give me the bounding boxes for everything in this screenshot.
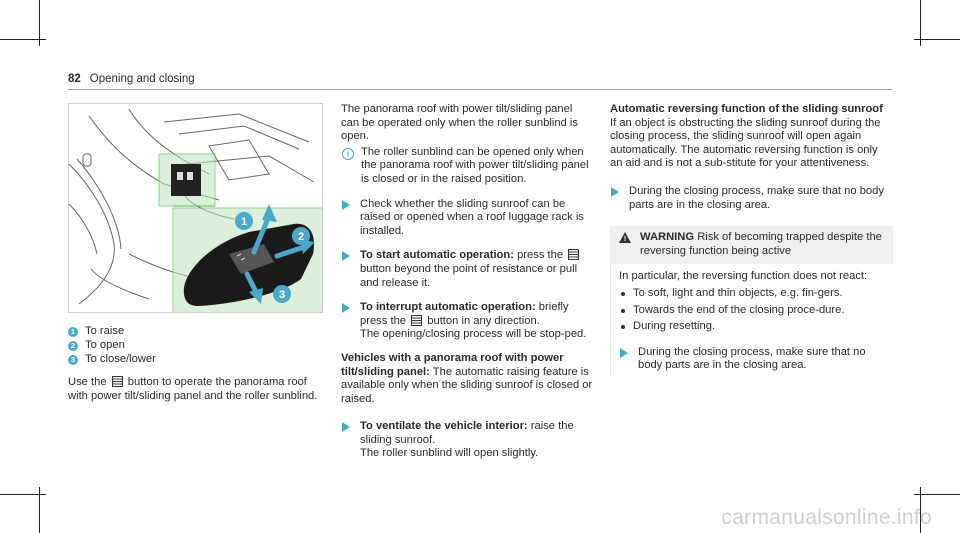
legend-text: To open xyxy=(85,339,125,352)
info-note xyxy=(341,146,593,187)
column-middle xyxy=(341,103,593,461)
step-arrow-icon xyxy=(342,251,350,261)
step-arrow-icon xyxy=(342,422,350,432)
step-interrupt xyxy=(341,301,593,342)
reversing-intro: If an object is obstructing the sliding sunroof during the closing process, the sliding sunroof will open again automatically. The automatic reversing function is only an aid and is not a sub-stitute for your attentiveness. xyxy=(610,116,881,170)
usage-paragraph xyxy=(68,376,323,403)
step-arrow-icon xyxy=(342,200,350,210)
warning-header-text xyxy=(640,231,885,258)
warning-intro: In particular, the reversing function does not react: xyxy=(619,270,868,283)
step-closing-check xyxy=(610,185,893,212)
step-body xyxy=(360,301,593,342)
list-item-text: To soft, light and thin objects, e.g. fin-gers. xyxy=(633,286,843,299)
step-text: button beyond the point of resistance or pull and release it. xyxy=(360,262,578,289)
list-item xyxy=(619,320,885,334)
vehicles-label: Vehicles with a panorama roof with power tilt/sliding panel: xyxy=(341,351,564,378)
step-closing-check-2 xyxy=(619,346,885,373)
step-text: During the closing process, make sure that no body parts are in the closing area. xyxy=(629,184,884,211)
section-title: Opening and closing xyxy=(89,73,195,85)
step-text: button in any direction. xyxy=(427,314,540,327)
watermark: carmanualsonline.info xyxy=(721,506,932,530)
step-arrow-icon xyxy=(342,303,350,313)
list-item-text: Towards the end of the closing proce-dure. xyxy=(633,303,845,316)
warning-header xyxy=(610,226,893,264)
info-note-text: The roller sunblind can be opened only when the panorama roof with power tilt/sliding panel is closed or in the raised position. xyxy=(361,145,589,185)
sunroof-button-icon xyxy=(411,315,422,326)
legend-item xyxy=(68,339,323,353)
step-arrow-icon xyxy=(611,187,619,197)
usage-text-start: Use the xyxy=(68,376,107,388)
callout-legend xyxy=(68,325,323,367)
step-label: To ventilate the vehicle interior: xyxy=(360,420,528,433)
column-left xyxy=(68,103,323,403)
step-result: The roller sunblind will open slightly. xyxy=(360,447,539,460)
step-result: The opening/closing process will be stop-ped. xyxy=(360,328,587,341)
bullet-icon xyxy=(621,292,625,296)
warning-text: Risk of becoming trapped despite the reversing function being active xyxy=(640,231,882,257)
warning-box xyxy=(610,226,893,377)
header-rule xyxy=(68,89,892,90)
legend-text: To raise xyxy=(85,325,125,338)
list-item xyxy=(619,287,885,301)
crop-mark xyxy=(920,0,921,46)
step-label: To start automatic operation: xyxy=(360,249,514,262)
legend-item xyxy=(68,353,323,367)
legend-text: To close/lower xyxy=(85,353,156,366)
crop-mark xyxy=(39,487,40,533)
info-icon: i xyxy=(342,148,354,160)
sunroof-button-icon xyxy=(112,376,123,387)
step-text: press the xyxy=(517,249,564,262)
callout-badge: 3 xyxy=(68,355,78,365)
crop-mark xyxy=(39,0,40,46)
section-heading: Automatic reversing function of the sliding sunroof xyxy=(610,103,883,115)
list-item-text: During resetting. xyxy=(633,320,716,333)
warning-triangle-icon: ! xyxy=(619,232,631,243)
callout-1-marker: 1 xyxy=(240,216,248,228)
warning-body xyxy=(610,264,893,377)
list-item xyxy=(619,304,885,318)
vehicles-paragraph xyxy=(341,352,593,406)
step-text: Check whether the sliding sunroof can be raised or opened when a roof luggage rack is installed. xyxy=(360,197,584,237)
page-number: 82 xyxy=(68,73,81,85)
sunroof-button-icon xyxy=(568,249,579,260)
step-auto-operation xyxy=(341,249,593,290)
sunroof-control-illustration xyxy=(68,103,323,313)
callout-2-marker: 2 xyxy=(297,231,305,243)
usage-text-end: button to operate the panorama roof with power tilt/sliding panel and the roller sunblind. xyxy=(68,376,318,402)
step-check xyxy=(341,198,593,239)
step-body xyxy=(360,420,593,461)
step-text: During the closing process, make sure that no body parts are in the closing area. xyxy=(638,345,866,372)
vehicles-text: The automatic raising feature is available only when the sliding sunroof is closed or raised. xyxy=(341,365,593,405)
column-right xyxy=(610,103,893,377)
page-header xyxy=(68,73,195,87)
warning-label: WARNING xyxy=(640,231,695,244)
step-ventilate xyxy=(341,420,593,461)
step-body xyxy=(360,249,593,290)
callout-badge: 2 xyxy=(68,341,78,351)
step-text: raise the sliding sunroof. xyxy=(360,420,574,446)
step-label: To interrupt automatic operation: xyxy=(360,301,536,314)
bullet-icon xyxy=(621,309,625,313)
legend-item xyxy=(68,325,323,339)
bullet-icon xyxy=(621,325,625,329)
callout-3-marker: 3 xyxy=(278,289,286,301)
callout-badge: 1 xyxy=(68,327,78,337)
step-text: briefly press the xyxy=(360,301,569,327)
step-arrow-icon xyxy=(620,348,628,358)
intro-paragraph: The panorama roof with power tilt/sliding panel can be operated only when the roller sunblind is open. xyxy=(341,103,578,143)
